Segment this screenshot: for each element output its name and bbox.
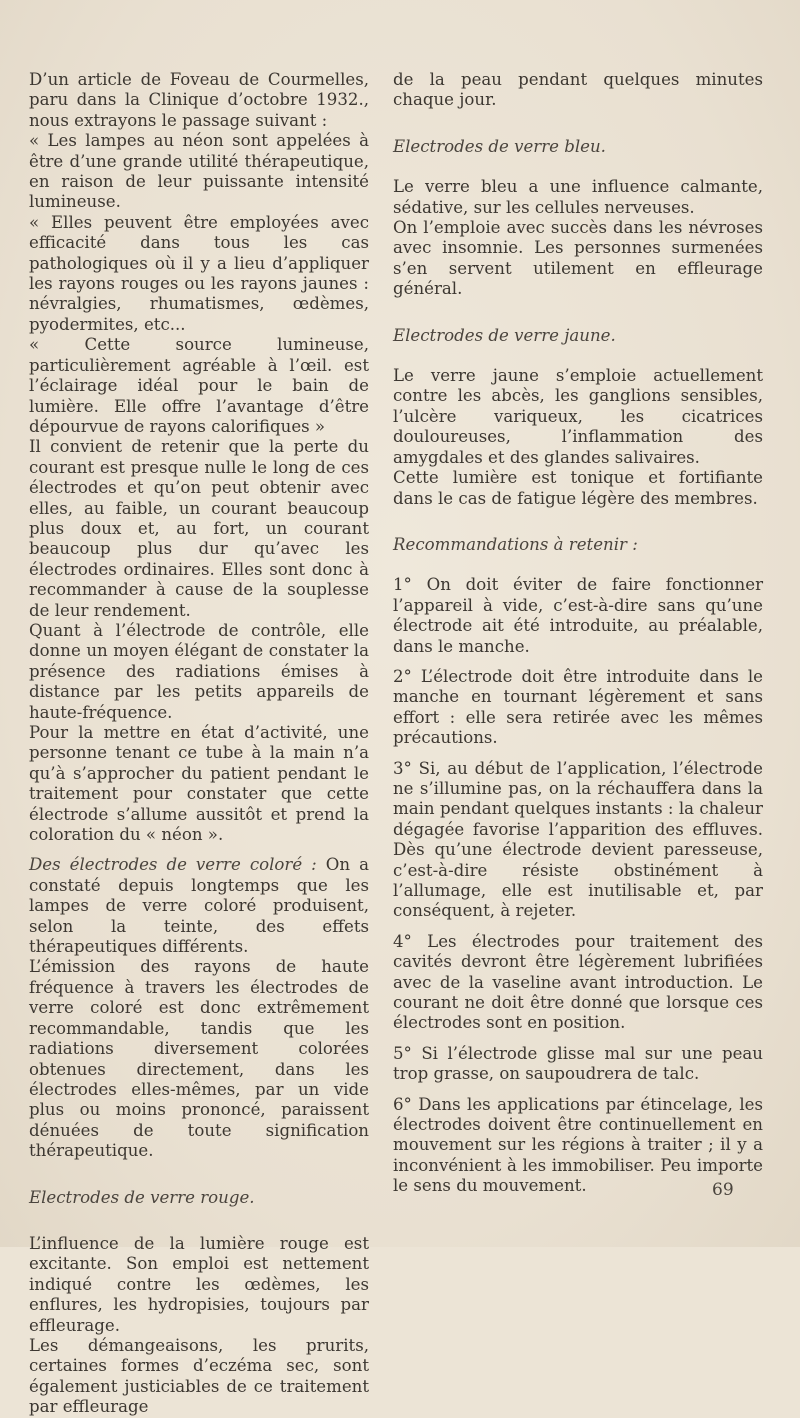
paragraph-text: On a constaté depuis longtemps que les lampes de verre coloré produisent, selon la teinte, des effets thérapeutiques différents. [29,855,369,957]
page-number: 69 [712,1180,734,1200]
paragraph: Quant à l’électrode de contrôle, elle donne un moyen élégant de constater la présence des radiations émises à distance par les petits appareils de haute-fréquence. [29,620,369,722]
section-heading-yellow-glass: Electrodes de verre jaune. [393,325,616,345]
paragraph-with-heading [29,855,369,957]
quote-paragraph: « Cette source lumineuse, particulièrement agréable à l’œil. est l’éclairage idéal pour le bain de lumière. Elle offre l’avantage d’être dépourvue de rayons calorifiques » [29,335,369,436]
paragraph: Le verre bleu a une influence calmante, sédative, sur les cellules nerveuses. [393,177,763,217]
paragraph: Le verre jaune s’emploie actuellement contre les abcès, les ganglions sensibles, l’ulcère variqueux, les cicatrices douloureuses, l’inflammation des amygdales et des glandes salivaires. [393,366,763,467]
recommendation-item: 6° Dans les applications par étincelage, les électrodes doivent être continuellement en mouvement sur les régions à traiter ; il y a inconvénient à les immobiliser. Peu importe le sens du mouvement. [393,1094,763,1196]
left-column [29,70,369,1418]
quote-paragraph: « Les lampes au néon sont appelées à être d’une grande utilité thérapeutique, en raison de leur puissante intensité lumineuse. [29,131,369,212]
section-heading-colored-glass: Des électrodes de verre coloré : [29,855,317,875]
section-heading-recommendations: Recommandations à retenir : [393,534,638,554]
quote-paragraph: « Elles peuvent être employées avec efficacité dans tous les cas pathologiques où il y a lieu d’appliquer les rayons rouges ou les rayons jaunes : névralgies, rhumatismes, œdèmes, pyodermites, etc... [29,212,369,334]
recommendation-item: 3° Si, au début de l’application, l’électrode ne s’illumine pas, on la réchauffera dans la main pendant quelques instants : la chaleur dégagée favorise l’apparition des effluves. Dès qu’une électrode devient paresseuse, c’est-à-dire résiste obstinément à l’allumage, elle est inutilisable et, par conséquent, à rejeter. [393,758,763,921]
paragraph: Les démangeaisons, les prurits, certaines formes d’eczéma sec, sont également justiciables de ce traitement par effleurage [29,1335,369,1417]
section-heading-red-glass: Electrodes de verre rouge. [29,1187,255,1207]
section-heading-blue-glass: Electrodes de verre bleu. [393,136,606,156]
paragraph: Pour la mettre en état d’activité, une personne tenant ce tube à la main n’a qu’à s’approcher du patient pendant le traitement pour constater que cette électrode s’allume aussitôt et prend la coloration du « néon ». [29,723,369,845]
recommendation-item: 5° Si l’électrode glisse mal sur une peau trop grasse, on saupoudrera de talc. [393,1043,763,1084]
paragraph: D’un article de Foveau de Courmelles, paru dans la Clinique d’octobre 1932., nous extrayons le passage suivant : [29,70,369,130]
paragraph: On l’emploie avec succès dans les névroses avec insomnie. Les personnes surmenées s’en servent utilement en effleurage général. [393,218,763,299]
paragraph: de la peau pendant quelques minutes chaque jour. [393,70,763,110]
paragraph: Il convient de retenir que la perte du courant est presque nulle le long de ces électrodes et qu’on peut obtenir avec elles, au faible, un courant beaucoup plus doux et, au fort, un courant beaucoup plus dur qu’avec les électrodes ordinaires. Elles sont donc à recommander à cause de la souplesse de leur rendement. [29,437,369,620]
recommendation-item: 2° L’électrode doit être introduite dans le manche en tournant légèrement et sans effort : elle sera retirée avec les mêmes précautions. [393,666,763,748]
recommendation-item: 1° On doit éviter de faire fonctionner l’appareil à vide, c’est-à-dire sans qu’une électrode ait été introduite, au préalable, dans le manche. [393,575,763,656]
paragraph: Cette lumière est tonique et fortifiante dans le cas de fatigue légère des membres. [393,468,763,508]
recommendation-item: 4° Les électrodes pour traitement des cavités devront être légèrement lubrifiées avec de la vaseline avant introduction. Le courant ne doit être donné que lorsque ces électrodes sont en position. [393,931,763,1033]
paragraph: L’influence de la lumière rouge est excitante. Son emploi est nettement indiqué contre les œdèmes, les enflures, les hydropisies, toujours par effleurage. [29,1233,369,1335]
paragraph: L’émission des rayons de haute fréquence à travers les électrodes de verre coloré est donc extrêmement recommandable, tandis que les radiations diversement colorées obtenues directement, dans les électrodes elles-mêmes, par un vide plus ou moins prononcé, paraissent dénuées de toute signification thérapeutique. [29,957,369,1161]
right-column [393,70,763,1197]
